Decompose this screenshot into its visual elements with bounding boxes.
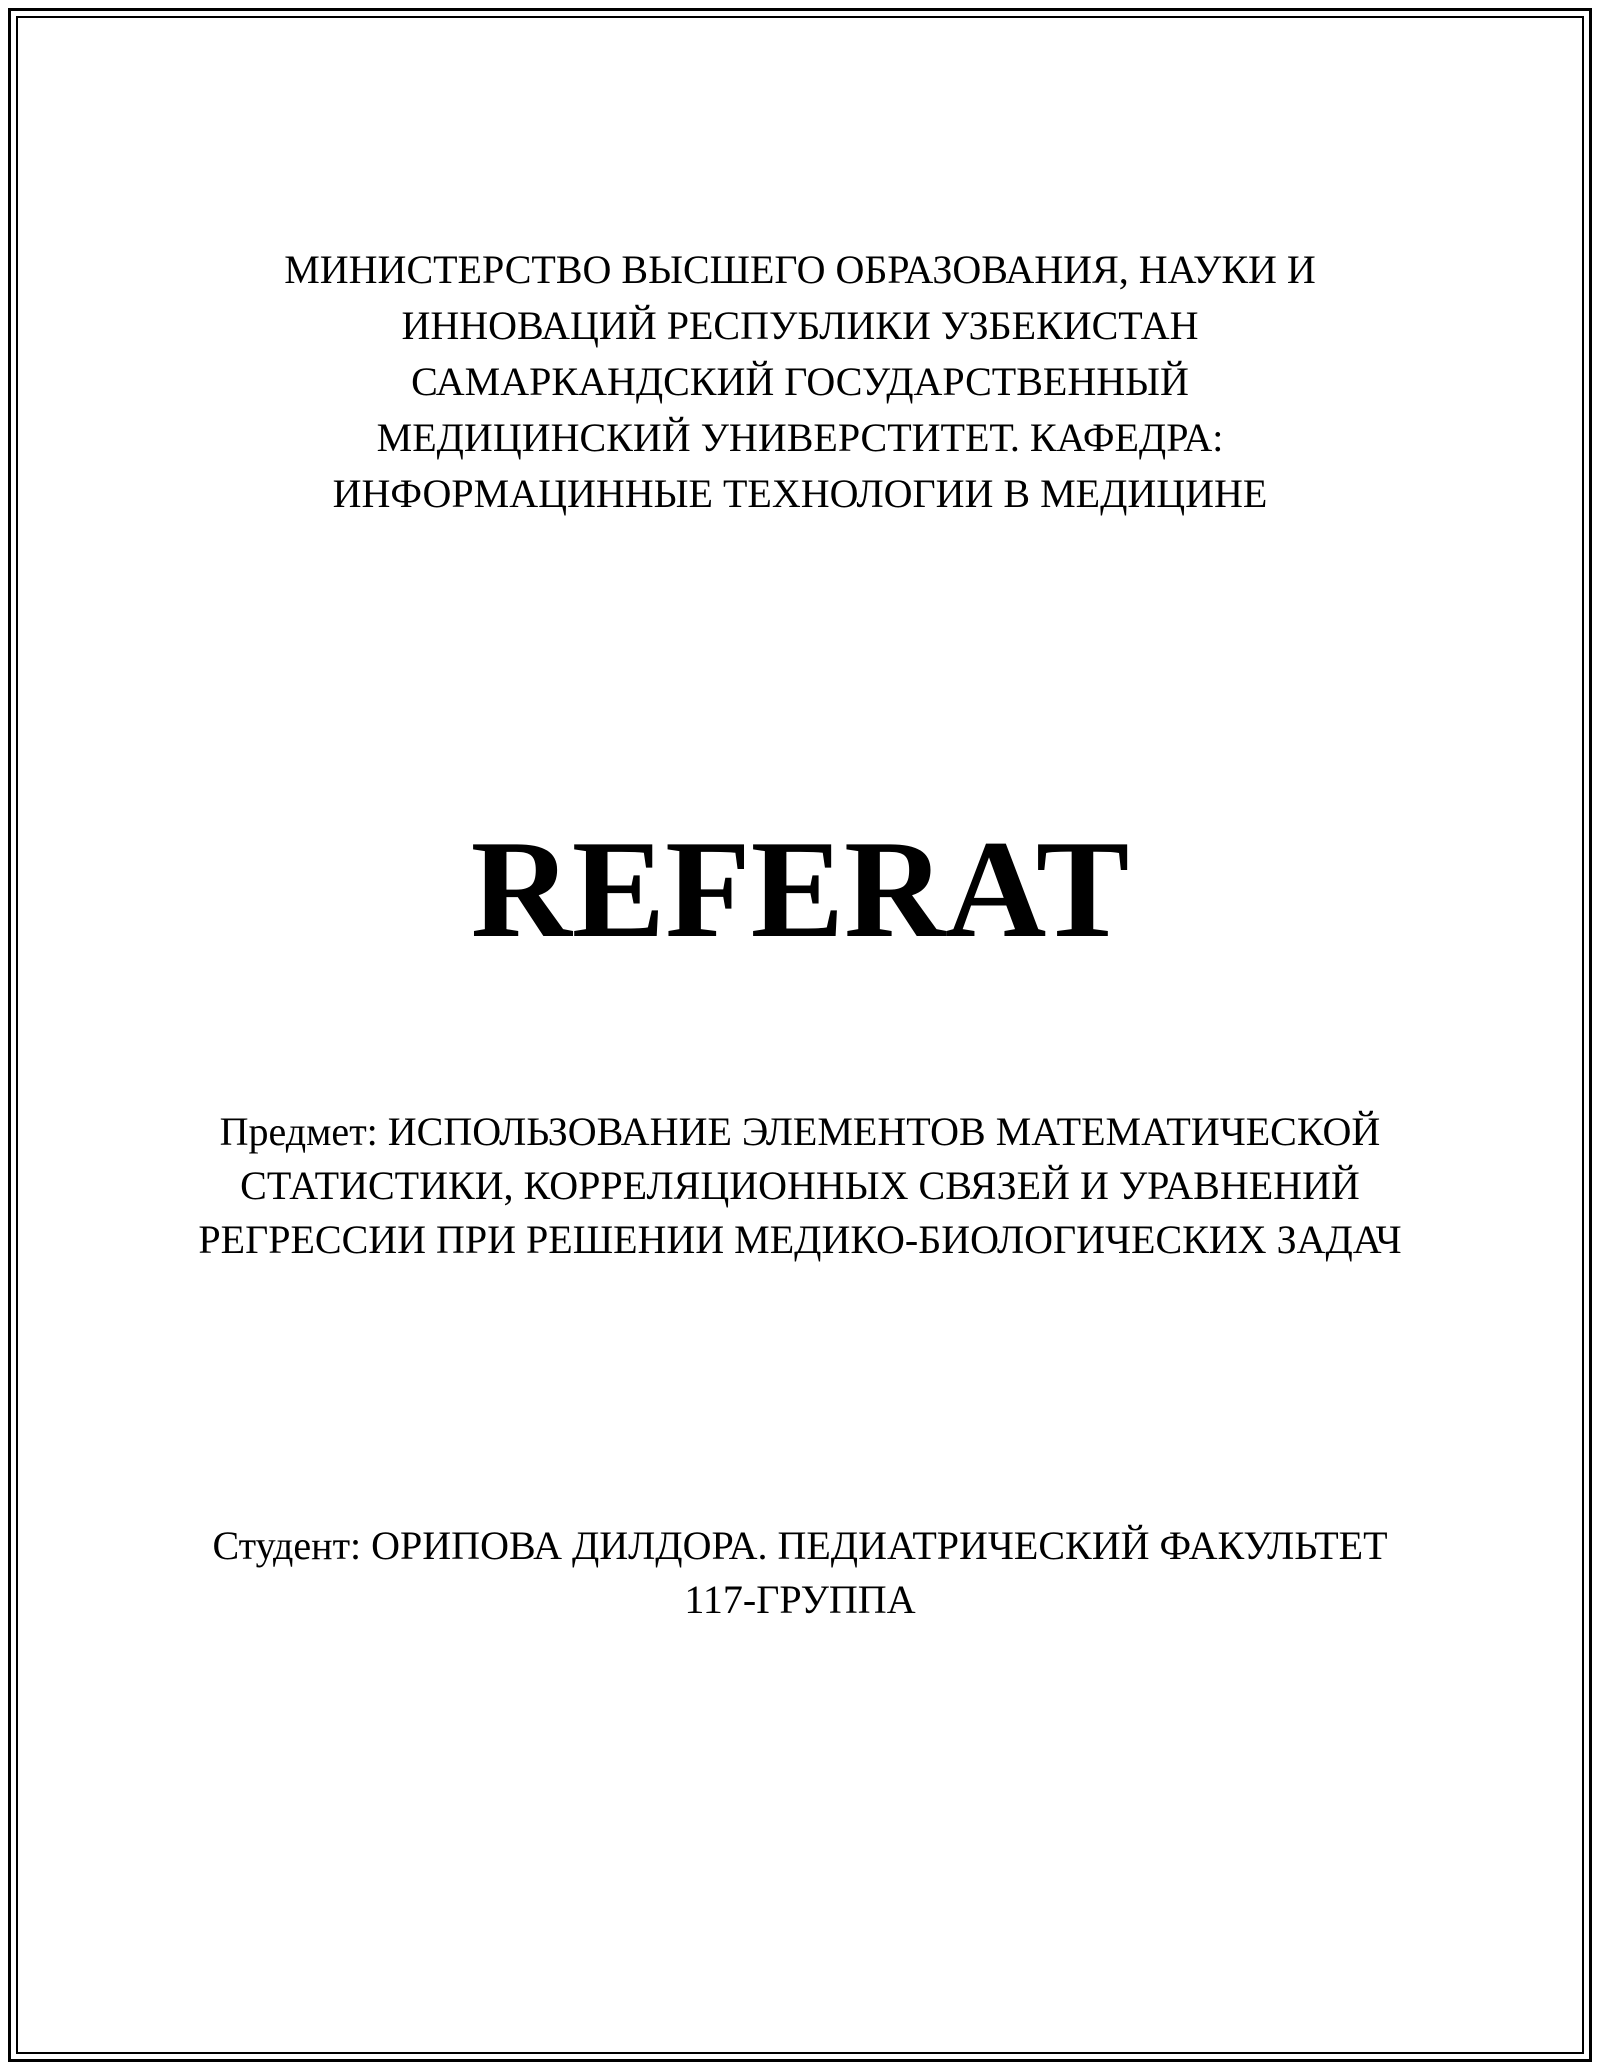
header-line-2: ИННОВАЦИЙ РЕСПУБЛИКИ УЗБЕКИСТАН xyxy=(401,303,1199,348)
header-line-3: САМАРКАНДСКИЙ ГОСУДАРСТВЕННЫЙ xyxy=(411,359,1189,404)
subject-line-2: СТАТИСТИКИ, КОРРЕЛЯЦИОННЫХ СВЯЗЕЙ И УРАВНЕНИЙ xyxy=(240,1163,1360,1208)
subject-line-1: Предмет: ИСПОЛЬЗОВАНИЕ ЭЛЕМЕНТОВ МАТЕМАТИЧЕСКОЙ xyxy=(219,1109,1381,1154)
subject-line-3: РЕГРЕССИИ ПРИ РЕШЕНИИ МЕДИКО-БИОЛОГИЧЕСКИХ ЗАДАЧ xyxy=(198,1217,1402,1262)
student-line-2: 117-ГРУППА xyxy=(684,1577,916,1622)
header-line-4: МЕДИЦИНСКИЙ УНИВЕРСТИТЕТ. КАФЕДРА: xyxy=(376,415,1224,460)
student-line-1: Студент: ОРИПОВА ДИЛДОРА. ПЕДИАТРИЧЕСКИЙ ФАКУЛЬТЕТ xyxy=(212,1523,1388,1568)
document-title: REFERAT xyxy=(470,812,1130,967)
header-line-5: ИНФОРМАЦИННЫЕ ТЕХНОЛОГИИ В МЕДИЦИНЕ xyxy=(332,471,1268,516)
header-line-1: МИНИСТЕРСТВО ВЫСШЕГО ОБРАЗОВАНИЯ, НАУКИ И xyxy=(284,247,1316,292)
